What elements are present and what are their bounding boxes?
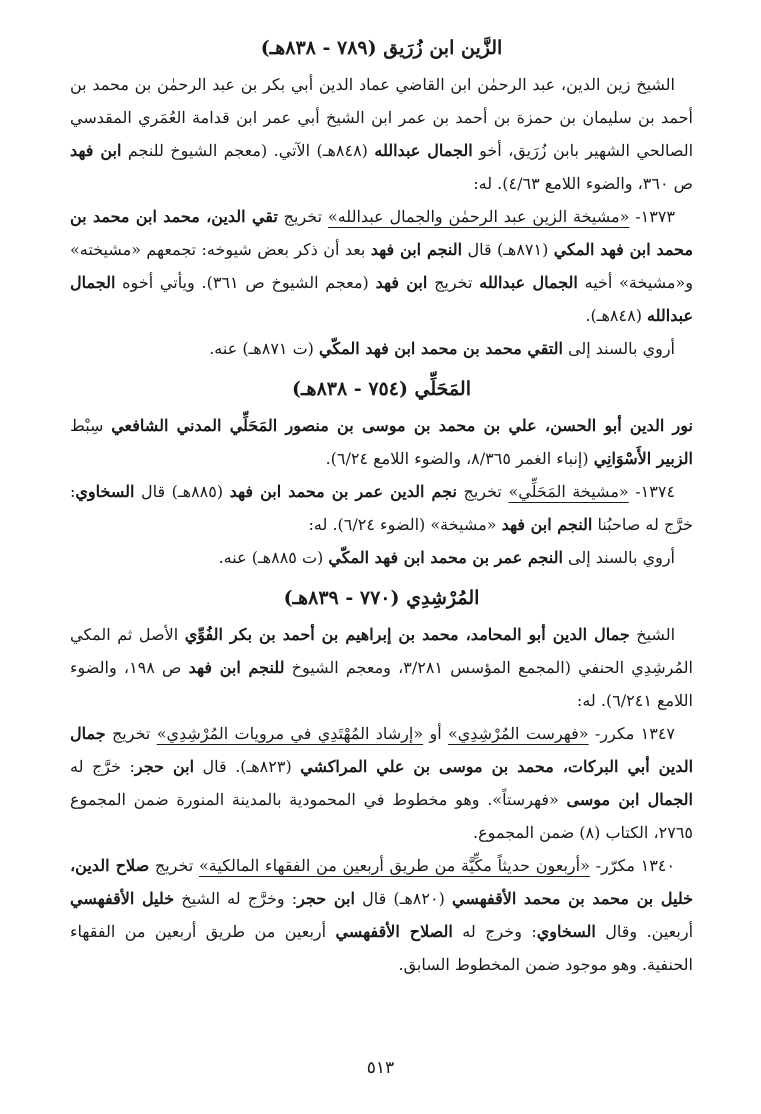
section-title-ibn-zurayq: الزَّين ابن زُرَيق (٧٨٩ - ٨٣٨هـ) bbox=[260, 37, 503, 59]
isnad-ibn-zurayq: أروي بالسند إلى التقي محمد بن محمد ابن فهد المكّي (ت ٨٧١هـ) عنه. bbox=[209, 339, 675, 358]
entry-1340-repeat: ١٣٤٠ مكرّر- «أربعون حديثاً مكِّيَّة من طريق أربعين من الفقهاء المالكية» تخريج صلاح الدين، خليل بن محمد بن محمد الأقفهسي (٨٢٠هـ) قال ابن حجر: وخرَّج له الشيخ خليل الأقفهسي أربعين. وقال السخاوي: وخرج له الصلاح الأقفهسي أربعين من طريق أربعين من الفقهاء الحنفية. وهو موجود ضمن المخطوط السابق. bbox=[70, 856, 694, 974]
entry-1374: ١٣٧٤- «مشيخة المَحَلِّي» تخريج نجم الدين عمر بن محمد ابن فهد (٨٨٥هـ) قال السخاوي: خرَّج له صاحبُنا النجم ابن فهد «مشيخة» (الضوء ٦/٢٤). له: bbox=[70, 482, 693, 534]
biography-murshidi: الشيخ جمال الدين أبو المحامد، محمد بن إبراهيم بن أحمد بن بكر الفُوِّي الأصل ثم المكي المُرشِدِي الحنفي (المجمع المؤسس ٣/٢٨١، ومعجم الشيوخ للنجم ابن فهد ص ١٩٨، والضوء اللامع ٦/٢٤١). له: bbox=[70, 625, 693, 710]
book-page bbox=[70, 28, 693, 981]
isnad-mahalli: أروي بالسند إلى النجم عمر بن محمد ابن فهد المكّي (ت ٨٨٥هـ) عنه. bbox=[218, 548, 675, 567]
biography-mahalli: نور الدين أبو الحسن، علي بن محمد بن موسى بن منصور المَحَلِّي المدني الشافعي سِبْط الزبير الأَسْوَانِي (إنباء الغمر ٨/٣٦٥، والضوء اللامع ٦/٢٤). bbox=[70, 416, 693, 468]
section-title-murshidi: المُرْشِدِي (٧٧٠ - ٨٣٩هـ) bbox=[283, 587, 480, 609]
entry-1347-repeat: ١٣٤٧ مكرر- «فهرست المُرْشِدِي» أو «إرشاد المُهْتَدِي في مرويات المُرْشِدِي» تخريج جمال الدين أبي البركات، محمد بن موسى بن علي المراكشي (٨٢٣هـ). قال ابن حجر: خرَّج له الجمال ابن موسى «فهرستاً». وهو مخطوط في المحمودية بالمدينة المنورة ضمن المجموع ٢٧٦٥، الكتاب (٨) ضمن المجموع. bbox=[70, 724, 694, 842]
entry-1373: ١٣٧٣- «مشيخة الزين عبد الرحمٰن والجمال عبدالله» تخريج تقي الدين، محمد ابن محمد بن محمد ابن فهد المكي (٨٧١هـ) قال النجم ابن فهد بعد أن ذكر بعض شيوخه: تجمعهم «مشيخته» و«مشيخة» أخيه الجمال عبدالله تخريج ابن فهد (معجم الشيوخ ص ٣٦١). ويأتي أخوه الجمال عبدالله (٨٤٨هـ). bbox=[70, 207, 694, 325]
biography-ibn-zurayq: الشيخ زين الدين، عبد الرحمٰن ابن القاضي عماد الدين أبي بكر بن عبد الرحمٰن بن محمد بن أحمد بن سليمان بن حمزة بن أحمد بن عمر ابن الشيخ أبي عمر ابن قدامة العُمَري المقدسي الصالحي الشهير بابن زُرَيق، أخو الجمال عبدالله (٨٤٨هـ) الآتي. (معجم الشيوخ للنجم ابن فهد ص ٣٦٠، والضوء اللامع ٤/٦٣). له: bbox=[70, 75, 694, 193]
section-title-mahalli: المَحَلِّي (٧٥٤ - ٨٣٨هـ) bbox=[291, 378, 471, 400]
page-number: ٥١٣ bbox=[366, 1058, 395, 1078]
